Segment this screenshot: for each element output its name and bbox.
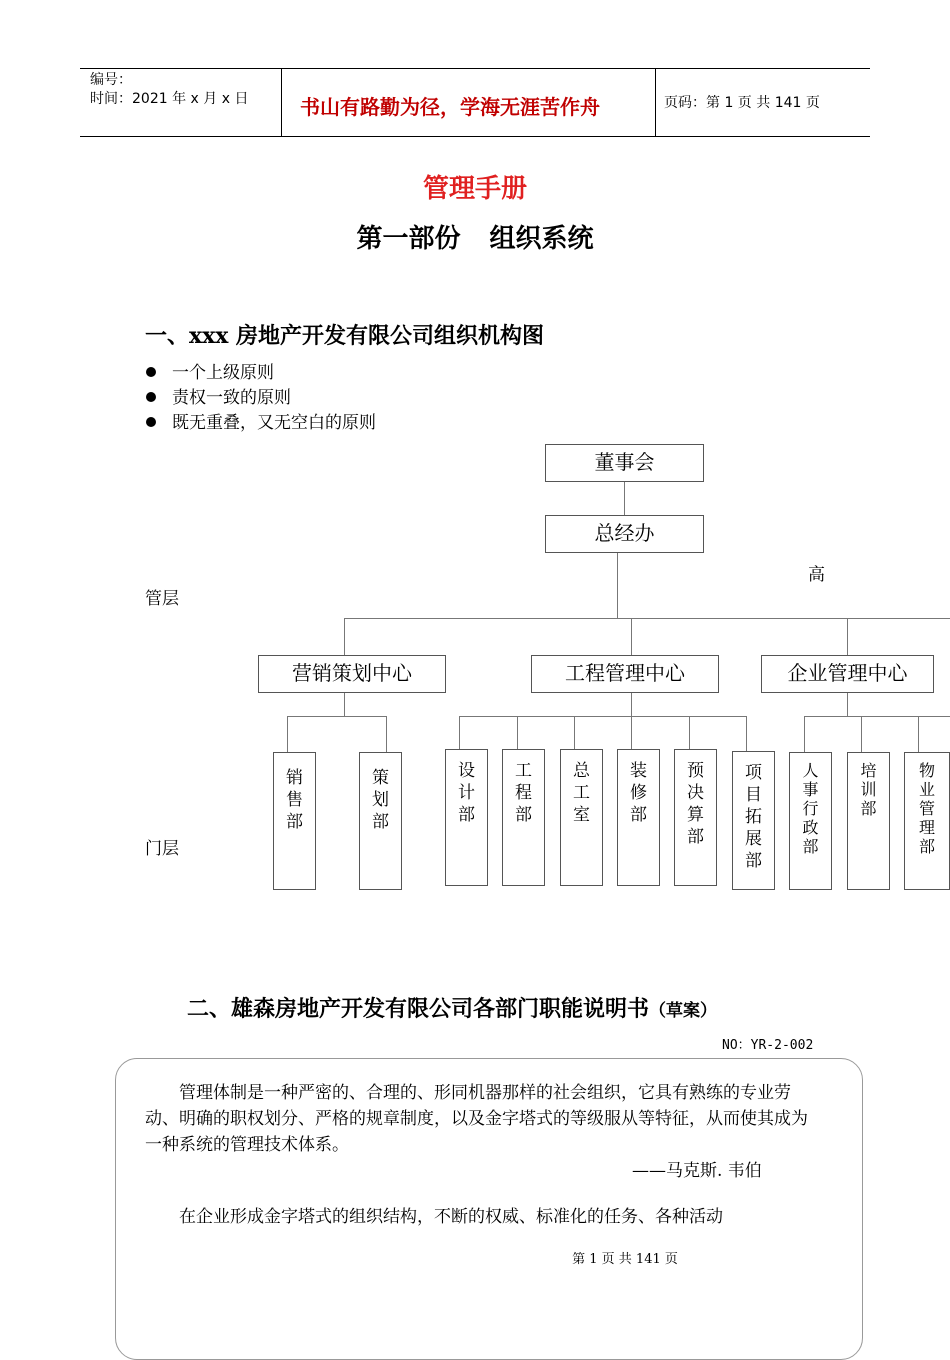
connector-dept xyxy=(631,716,632,749)
bullet-item: 一个上级原则 xyxy=(146,358,274,383)
section2-title: 二、雄森房地产开发有限公司各部门职能说明书（草案） xyxy=(187,996,718,1022)
bullet-item: 责权一致的原则 xyxy=(146,383,291,408)
dept-level-label: 门层 xyxy=(145,839,179,859)
connector-centers-bar xyxy=(344,618,950,619)
page-footer: 第 1 页 共 141 页 xyxy=(572,1252,678,1267)
connector-dept xyxy=(517,716,518,749)
connector-dept xyxy=(918,716,919,752)
dept-box: 总工室 xyxy=(560,749,603,886)
paragraph-1: 管理体制是一种严密的、合理的、形同机器那样的社会组织，它具有熟练的专业劳动、明确的职权划分、严格的规章制度，以及金字塔式的等级服从等特征，从而使其成为一种系统的管理技术体系。 xyxy=(145,1083,808,1155)
dept-box: 人事行政部 xyxy=(789,752,832,890)
connector-dept xyxy=(459,716,460,749)
part-title: 第一部份 组织系统 xyxy=(356,224,594,254)
dept-box: 预决算部 xyxy=(674,749,717,886)
connector-dept xyxy=(804,716,805,752)
center-box: 工程管理中心 xyxy=(531,655,719,693)
connector-dept xyxy=(861,716,862,752)
dept-box: 装修部 xyxy=(617,749,660,886)
header-bottom-border xyxy=(80,136,870,137)
motto: 书山有路勤为径，学海无涯苦作舟 xyxy=(300,95,600,119)
header-divider-right xyxy=(655,68,656,137)
quote-author: ——马克斯. 韦伯 xyxy=(632,1161,762,1181)
connector-c2-bar xyxy=(459,716,747,717)
connector-center-3 xyxy=(847,618,848,655)
gm-office-box: 总经办 xyxy=(545,515,704,553)
center-box: 营销策划中心 xyxy=(258,655,446,693)
center-box: 企业管理中心 xyxy=(761,655,934,693)
number-label: 编号： xyxy=(90,72,132,88)
dept-box: 策划部 xyxy=(359,752,402,890)
high-level-label-part1: 高 xyxy=(808,565,825,585)
connector-c3-bar xyxy=(804,716,950,717)
connector-dept xyxy=(746,716,747,751)
connector-c3-down xyxy=(847,692,848,716)
high-level-label-part2: 管层 xyxy=(145,589,179,609)
dept-box: 设计部 xyxy=(445,749,488,886)
header-divider-left xyxy=(281,68,282,137)
connector-gm-down xyxy=(617,552,618,619)
connector-c2-down xyxy=(631,692,632,716)
dept-box: 项目拓展部 xyxy=(732,751,775,890)
dept-box: 培训部 xyxy=(847,752,890,890)
bullet-item: 既无重叠，又无空白的原则 xyxy=(146,408,376,433)
connector-dept xyxy=(689,716,690,749)
time-label: 时间：2021 年 x 月 x 日 xyxy=(90,91,249,107)
connector-center-2 xyxy=(631,618,632,655)
board-box: 董事会 xyxy=(545,444,704,482)
document-number: NO：YR-2-002 xyxy=(722,1038,814,1053)
dept-box: 工程部 xyxy=(502,749,545,886)
connector-dept xyxy=(574,716,575,749)
bullet-dot-icon xyxy=(146,392,156,402)
dept-box: 销售部 xyxy=(273,752,316,890)
dept-box: 物业管理部 xyxy=(904,752,950,890)
page-info: 页码：第 1 页 共 141 页 xyxy=(664,95,820,111)
paragraph-2: 在企业形成金字塔式的组织结构，不断的权威、标准化的任务、各种活动 xyxy=(179,1207,723,1227)
connector-dept xyxy=(287,716,288,752)
connector-c1-down xyxy=(344,692,345,716)
bullet-dot-icon xyxy=(146,417,156,427)
connector-c1-bar xyxy=(287,716,387,717)
connector-board-gm xyxy=(624,481,625,515)
connector-dept xyxy=(386,716,387,752)
header-top-border xyxy=(80,68,870,69)
section1-title: 一、xxx 房地产开发有限公司组织机构图 xyxy=(145,323,545,349)
bullet-dot-icon xyxy=(146,367,156,377)
document-title: 管理手册 xyxy=(422,174,527,204)
connector-center-1 xyxy=(344,618,345,655)
